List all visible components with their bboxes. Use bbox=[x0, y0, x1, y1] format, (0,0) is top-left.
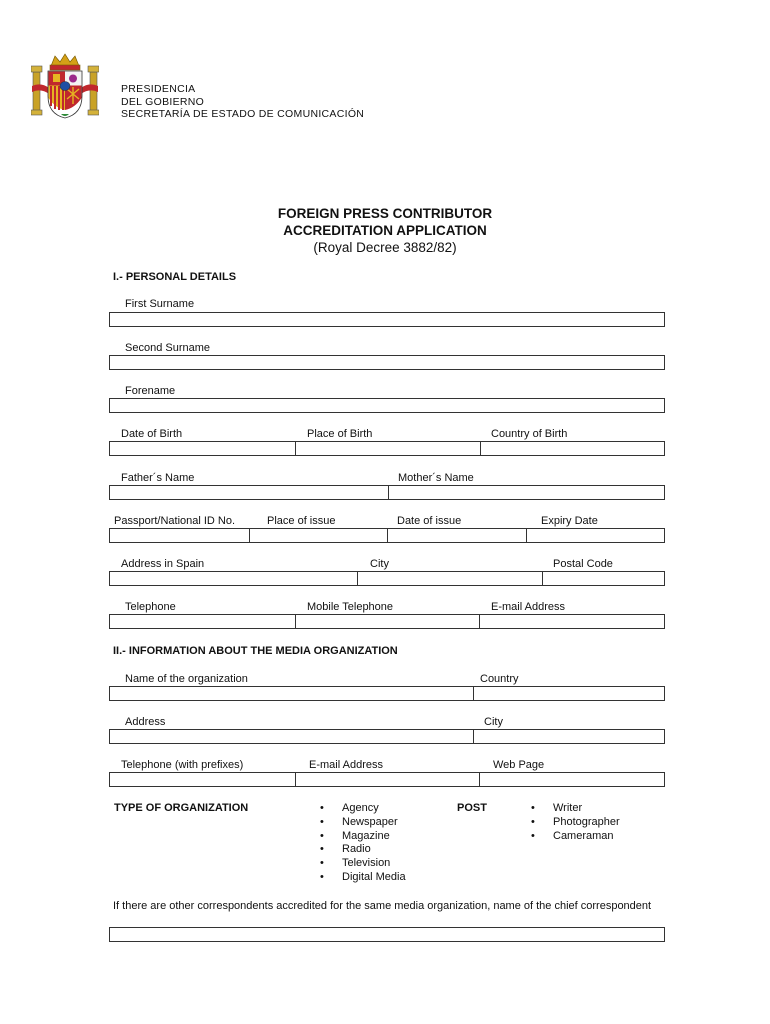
section-personal-heading: I.- PERSONAL DETAILS bbox=[113, 271, 237, 283]
bullet-icon: • bbox=[320, 857, 324, 870]
address-row bbox=[109, 571, 665, 586]
org-name-field[interactable] bbox=[110, 687, 473, 700]
parents-row bbox=[109, 485, 665, 500]
web-page-field[interactable] bbox=[479, 773, 664, 786]
other-correspondents-text: If there are other correspondents accredited for the same media organization, name of the chief correspondent bbox=[113, 900, 652, 912]
org-telephone-field[interactable] bbox=[110, 773, 295, 786]
email-field[interactable] bbox=[479, 615, 664, 628]
label-postal-code: Postal Code bbox=[553, 558, 613, 570]
header-line-presidencia: PRESIDENCIA bbox=[121, 83, 196, 95]
header-line-secretaria: SECRETARÍA DE ESTADO DE COMUNICACIÓN bbox=[121, 108, 365, 120]
telephone-field[interactable] bbox=[110, 615, 295, 628]
label-expiry-date: Expiry Date bbox=[541, 515, 598, 527]
label-email: E-mail Address bbox=[491, 601, 565, 613]
header-line-gobierno: DEL GOBIERNO bbox=[121, 95, 205, 108]
label-place-of-birth: Place of Birth bbox=[307, 428, 373, 440]
passport-id-field[interactable] bbox=[110, 529, 249, 542]
fathers-name-field[interactable] bbox=[110, 486, 388, 499]
label-mothers-name: Mother´s Name bbox=[398, 472, 474, 484]
country-of-birth-field[interactable] bbox=[480, 442, 664, 455]
type-of-organization-list bbox=[317, 802, 406, 885]
post-list bbox=[528, 802, 620, 843]
label-org-name: Name of the organization bbox=[125, 673, 248, 685]
form-title-line-1: FOREIGN PRESS CONTRIBUTOR bbox=[277, 206, 493, 221]
label-passport-id: Passport/National ID No. bbox=[114, 515, 236, 527]
first-surname-field[interactable] bbox=[109, 312, 665, 327]
label-mobile-telephone: Mobile Telephone bbox=[307, 601, 394, 613]
label-first-surname: First Surname bbox=[125, 298, 195, 310]
spain-coat-of-arms-icon bbox=[31, 52, 99, 120]
list-item: • Radio bbox=[320, 843, 371, 856]
place-of-issue-field[interactable] bbox=[249, 529, 387, 542]
label-second-surname: Second Surname bbox=[125, 342, 210, 354]
label-org-telephone: Telephone (with prefixes) bbox=[121, 759, 244, 771]
bullet-icon: • bbox=[320, 802, 324, 814]
org-address-field[interactable] bbox=[110, 730, 473, 743]
bullet-icon: • bbox=[531, 815, 535, 828]
label-org-city: City bbox=[484, 716, 503, 728]
list-item: • Writer bbox=[531, 802, 583, 814]
label-org-email: E-mail Address bbox=[309, 759, 383, 771]
label-place-of-issue: Place of issue bbox=[267, 515, 336, 527]
bullet-icon: • bbox=[320, 843, 324, 856]
label-country-of-birth: Country of Birth bbox=[491, 428, 568, 440]
label-address-spain: Address in Spain bbox=[121, 558, 205, 570]
date-of-issue-field[interactable] bbox=[387, 529, 526, 542]
document-row bbox=[109, 528, 665, 543]
chief-correspondent-field[interactable] bbox=[109, 927, 665, 942]
list-item: • Agency bbox=[320, 802, 379, 814]
bullet-icon: • bbox=[531, 829, 535, 842]
list-item: • Newspaper bbox=[320, 815, 398, 828]
org-country-field[interactable] bbox=[473, 687, 664, 700]
org-contact-row bbox=[109, 772, 665, 787]
date-of-birth-field[interactable] bbox=[110, 442, 295, 455]
mothers-name-field[interactable] bbox=[388, 486, 664, 499]
forename-field[interactable] bbox=[109, 398, 665, 413]
address-spain-field[interactable] bbox=[110, 572, 357, 585]
label-fathers-name: Father´s Name bbox=[121, 472, 195, 484]
list-item: • Cameraman bbox=[531, 829, 614, 842]
birth-details-row bbox=[109, 441, 665, 456]
org-email-field[interactable] bbox=[295, 773, 479, 786]
bullet-icon: • bbox=[531, 802, 535, 814]
org-name-row bbox=[109, 686, 665, 701]
list-item: • Magazine bbox=[320, 829, 390, 842]
list-item: • Digital Media bbox=[320, 870, 406, 883]
org-address-row bbox=[109, 729, 665, 744]
second-surname-field[interactable] bbox=[109, 355, 665, 370]
form-title-decree: (Royal Decree 3882/82) bbox=[313, 240, 457, 255]
list-item: • Photographer bbox=[531, 815, 620, 828]
bullet-icon: • bbox=[320, 870, 324, 883]
bullet-icon: • bbox=[320, 829, 324, 842]
bullet-icon: • bbox=[320, 815, 324, 828]
label-org-address: Address bbox=[125, 716, 166, 728]
place-of-birth-field[interactable] bbox=[295, 442, 480, 455]
label-city: City bbox=[370, 558, 389, 570]
mobile-telephone-field[interactable] bbox=[295, 615, 479, 628]
org-city-field[interactable] bbox=[473, 730, 664, 743]
list-item: • Television bbox=[320, 857, 391, 870]
label-date-of-birth: Date of Birth bbox=[121, 428, 183, 440]
expiry-date-field[interactable] bbox=[526, 529, 664, 542]
header-text bbox=[121, 83, 364, 121]
city-field[interactable] bbox=[357, 572, 542, 585]
section-media-heading: II.- INFORMATION ABOUT THE MEDIA ORGANIZATION bbox=[113, 645, 398, 657]
label-forename: Forename bbox=[125, 385, 176, 397]
contact-row bbox=[109, 614, 665, 629]
label-org-country: Country bbox=[480, 673, 519, 685]
post-label: POST bbox=[457, 802, 487, 814]
type-of-organization-label: TYPE OF ORGANIZATION bbox=[114, 802, 249, 814]
postal-code-field[interactable] bbox=[542, 572, 664, 585]
label-web-page: Web Page bbox=[493, 759, 545, 771]
label-telephone: Telephone bbox=[125, 601, 176, 613]
label-date-of-issue: Date of issue bbox=[397, 515, 462, 527]
form-title-line-2: ACCREDITATION APPLICATION bbox=[283, 223, 487, 238]
